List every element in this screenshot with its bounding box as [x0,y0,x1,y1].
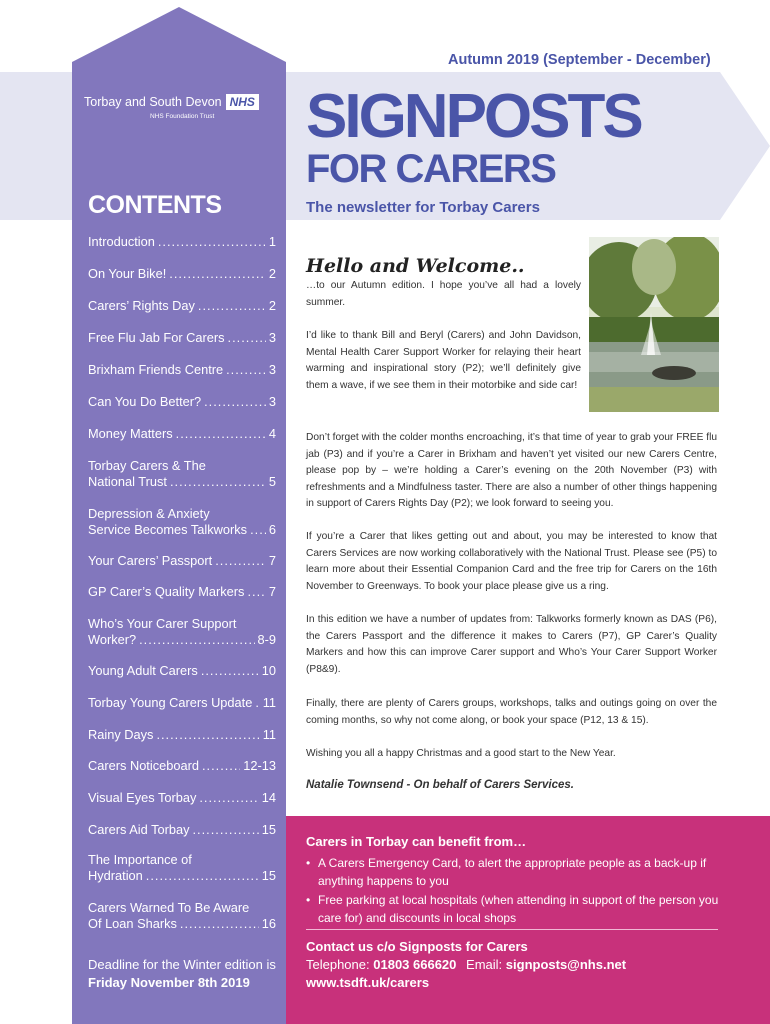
toc-leader [204,394,266,410]
toc-item[interactable] [88,900,276,932]
toc-leader [228,330,266,346]
toc-leader [202,758,240,774]
toc-item[interactable] [88,695,276,711]
toc-item[interactable] [88,362,276,378]
toc-item-title: Carers Warned To Be Aware [88,900,250,915]
telephone-number[interactable]: 01803 666620 [373,957,457,972]
toc-page-number: 3 [268,330,276,345]
toc-page-number: 4 [268,426,276,441]
toc-item[interactable] [88,298,276,314]
toc-page-number: 10 [261,663,276,678]
toc-item-title: Can You Do Better? [88,394,202,409]
toc-page-number: 3 [268,394,276,409]
telephone-label: Telephone: [306,957,370,972]
masthead-subtitle: FOR CARERS [306,147,556,191]
welcome-paragraph: In this edition we have a number of updates from: Talkworks formerly known as DAS (P6), the Carers Passport and the difference it makes to Carers (P7), GP Carer’s Quality Markers and how this can improve Carer support and Who’s Your Carer Support Worker (P8&9). [306,614,717,675]
toc-page-number: 16 [261,916,276,931]
toc-leader [180,916,259,932]
divider [306,929,718,930]
toc-item-title: GP Carer’s Quality Markers [88,584,245,599]
org-name: Torbay and South Devon [84,94,222,109]
toc-page-number: 8-9 [257,632,276,647]
park-fountain-photo [589,237,719,412]
toc-item[interactable] [88,663,276,679]
toc-item-title-cont: Of Loan Sharks [88,916,177,931]
toc-item[interactable] [88,553,276,569]
toc-item-title-cont: National Trust [88,474,167,489]
toc-leader [201,663,259,679]
toc-leader [198,298,266,314]
toc-leader [156,727,259,743]
toc-leader [176,426,266,442]
welcome-heading: Hello and Welcome.. [306,255,525,277]
toc-page-number: 2 [268,266,276,281]
toc-item-title: Torbay Young Carers Update [88,695,253,710]
toc-item[interactable] [88,266,276,282]
trust-name: NHS Foundation Trust [150,113,215,120]
toc-page-number: 5 [268,474,276,489]
toc-item-title: Rainy Days [88,727,154,742]
masthead-title: SIGNPOSTS [306,82,641,151]
toc-item[interactable] [88,616,276,648]
contact-heading: Contact us c/o Signposts for Carers [306,939,528,954]
toc-item-title: Free Flu Jab For Carers [88,330,225,345]
toc-item-title: Carers Aid Torbay [88,822,190,837]
toc-leader [158,234,266,250]
toc-item[interactable] [88,822,276,838]
deadline-note [88,956,276,992]
toc-leader [192,822,258,838]
toc-page-number: 15 [261,868,276,883]
toc-item[interactable] [88,426,276,442]
toc-item-title: On Your Bike! [88,266,167,281]
nhs-logo [84,93,284,120]
toc-item-title: Torbay Carers & The [88,458,206,473]
contact-details [306,957,626,972]
toc-item-title: Who’s Your Carer Support [88,616,237,631]
toc-item[interactable] [88,394,276,410]
toc-leader [199,790,258,806]
toc-item[interactable] [88,458,276,490]
benefits-heading: Carers in Torbay can benefit from… [306,834,527,849]
welcome-paragraph: If you’re a Carer that likes getting out and about, you may be interested to know that Carers Services are now working collaboratively with the National Trust. Please see (P5) to learn more about their Essential Companion Card and the free trip for Carers on the 16th November to Greenways. To book your place please give us a ring. [306,531,717,592]
toc-page-number: 1 [268,234,276,249]
toc-leader [226,362,266,378]
toc-item-title-cont: Hydration [88,868,143,883]
toc-item[interactable] [88,330,276,346]
toc-page-number: 6 [268,522,276,537]
toc-page-number: 3 [268,362,276,377]
welcome-paragraph: Wishing you all a happy Christmas and a good start to the New Year. [306,748,616,759]
toc-item-title: Introduction [88,234,155,249]
toc-page-number: 12-13 [243,758,276,773]
toc-item[interactable] [88,852,276,884]
toc-page-number: 7 [268,584,276,599]
tagline: The newsletter for Torbay Carers [306,199,540,216]
toc-page-number: 11 [262,727,276,742]
toc-page-number: 2 [268,298,276,313]
welcome-paragraph: I’d like to thank Bill and Beryl (Carers) and John Davidson, Mental Health Carer Support Worker for relaying their heart warming and inspirational story (P2); we’ll definitely give them a wave, if we see them in their motorbike and side car! [306,330,581,391]
edition-date: Autumn 2019 (September - December) [448,52,711,68]
toc-page-number: 7 [268,553,276,568]
signoff: Natalie Townsend - On behalf of Carers Services. [306,779,574,791]
toc-leader [146,868,259,884]
toc-item-title-cont: Worker? [88,632,137,647]
toc-leader [215,553,266,569]
toc-item-title: Visual Eyes Torbay [88,790,197,805]
toc-item-title-cont: Service Becomes Talkworks [88,522,248,537]
toc-page-number: 11 [262,695,276,710]
toc-item[interactable] [88,758,276,774]
toc-item-title: Money Matters [88,426,173,441]
welcome-paragraph: …to our Autumn edition. I hope you’ve all had a lovely summer. [306,280,581,308]
deadline-line: Deadline for the Winter edition is [88,957,276,972]
toc-page-number: 15 [261,822,276,837]
contents-title: CONTENTS [88,191,222,219]
toc-item[interactable] [88,584,276,600]
website-link[interactable]: www.tsdft.uk/carers [306,975,430,990]
toc-item-title: Depression & Anxiety [88,506,210,521]
list-item: • Free parking at local hospitals (when attending in support of the person you care for) and discounts in local shops [306,891,726,927]
welcome-paragraph: Don’t forget with the colder months encroaching, it’s that time of year to grab your FREE flu jab (P3) and if you’re a Carer in Brixham and haven’t yet visited our new Carers Centre, please pop by – we’re holding a Carer’s evening on the 20th November (P3) with refreshments and a Mindfulness taster. There are also a number of other things happening in support of Carers Rights Day (P2); we look forward to seeing you. [306,432,717,510]
toc-item-title: Brixham Friends Centre [88,362,224,377]
email-link[interactable]: signposts@nhs.net [505,957,627,972]
toc-item[interactable] [88,727,276,743]
toc-leader [247,584,265,600]
welcome-paragraph: Finally, there are plenty of Carers groups, workshops, talks and outings going on over the coming months, so why not come along, or book your space (P12, 13 & 15). [306,698,717,726]
toc-item[interactable] [88,234,276,250]
toc-leader [255,695,259,711]
nhs-badge: NHS [226,94,259,110]
toc-page-number: 14 [261,790,276,805]
email-label: Email: [466,957,503,972]
toc-item[interactable] [88,790,276,806]
toc-item-title: Your Carers’ Passport [88,553,213,568]
benefits-box [286,816,770,1024]
toc-leader [139,632,254,648]
list-item: • A Carers Emergency Card, to alert the appropriate people as a back-up if anything happens to you [306,854,726,890]
toc-leader [250,522,266,538]
benefits-list [306,854,726,928]
toc-item[interactable] [88,506,276,538]
toc-item-title: Young Adult Carers [88,663,198,678]
toc-item-title: Carers Noticeboard [88,758,199,773]
deadline-date: Friday November 8th 2019 [88,975,250,990]
toc-item-title: The Importance of [88,852,192,867]
toc-leader [170,474,266,490]
toc-item-title: Carers’ Rights Day [88,298,195,313]
toc-leader [169,266,266,282]
